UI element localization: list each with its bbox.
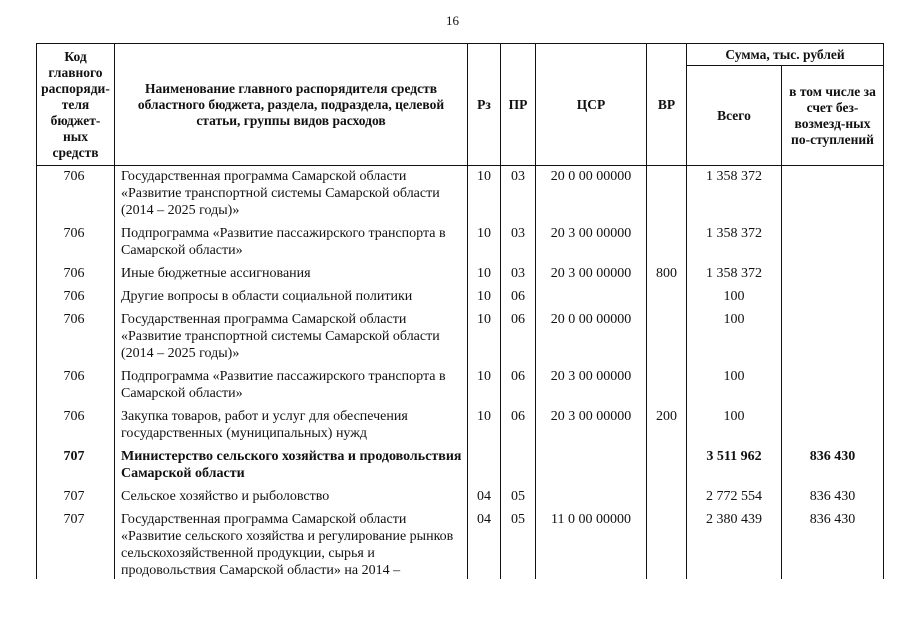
cell-gratis [782,166,884,220]
cell-code: 706 [37,362,115,402]
cell-rz: 10 [468,362,501,402]
cell-name: Министерство сельского хозяйства и продовольствия Самарской области [115,442,468,482]
cell-pr: 05 [501,482,536,505]
cell-total: 3 511 962 [687,442,782,482]
cell-code: 707 [37,482,115,505]
header-vr: ВР [647,44,687,166]
cell-total: 1 358 372 [687,166,782,220]
cell-total: 2 772 554 [687,482,782,505]
cell-rz: 10 [468,305,501,362]
cell-name: Закупка товаров, работ и услуг для обеспечения государственных (муниципальных) нужд [115,402,468,442]
cell-total: 100 [687,305,782,362]
cell-total: 100 [687,362,782,402]
cell-vr [647,305,687,362]
cell-total: 100 [687,282,782,305]
cell-rz: 10 [468,219,501,259]
cell-gratis [782,282,884,305]
cell-gratis [782,259,884,282]
cell-csr: 20 0 00 00000 [536,166,647,220]
cell-code: 707 [37,442,115,482]
cell-code: 706 [37,259,115,282]
cell-rz [468,442,501,482]
cell-rz: 10 [468,402,501,442]
cell-pr: 03 [501,219,536,259]
cell-vr [647,166,687,220]
cell-name: Сельское хозяйство и рыболовство [115,482,468,505]
cell-pr: 06 [501,402,536,442]
header-code: Код главного распоряди-теля бюджет-ных средств [37,44,115,166]
cell-pr: 05 [501,505,536,579]
cell-total: 2 380 439 [687,505,782,579]
cell-csr: 20 3 00 00000 [536,402,647,442]
cell-gratis [782,305,884,362]
table-row [37,442,884,482]
table-row [37,505,884,579]
cell-total: 100 [687,402,782,442]
cell-gratis [782,219,884,259]
table-row [37,282,884,305]
cell-pr: 06 [501,362,536,402]
cell-pr: 03 [501,259,536,282]
cell-rz: 04 [468,482,501,505]
cell-rz: 10 [468,166,501,220]
header-name: Наименование главного распорядителя средств областного бюджета, раздела, подраздела, целевой статьи, группы видов расходов [115,44,468,166]
cell-gratis: 836 430 [782,505,884,579]
cell-total: 1 358 372 [687,259,782,282]
header-total: Всего [687,66,782,166]
table-row [37,259,884,282]
table-row [37,166,884,220]
table-row [37,362,884,402]
cell-name: Подпрограмма «Развитие пассажирского транспорта в Самарской области» [115,219,468,259]
cell-vr [647,362,687,402]
cell-vr: 800 [647,259,687,282]
cell-pr: 06 [501,282,536,305]
cell-csr: 20 3 00 00000 [536,259,647,282]
cell-name: Государственная программа Самарской области «Развитие сельского хозяйства и регулирование рынков сельскохозяйственной продукции, сырья и продовольствия Самарской области» на 2014 – [115,505,468,579]
cell-name: Государственная программа Самарской области «Развитие транспортной системы Самарской области (2014 – 2025 годы)» [115,166,468,220]
cell-csr: 20 3 00 00000 [536,219,647,259]
cell-code: 706 [37,166,115,220]
cell-csr [536,442,647,482]
header-rz: Рз [468,44,501,166]
cell-rz: 04 [468,505,501,579]
cell-code: 706 [37,282,115,305]
cell-gratis: 836 430 [782,442,884,482]
cell-rz: 10 [468,282,501,305]
table-row [37,219,884,259]
cell-total: 1 358 372 [687,219,782,259]
cell-csr: 20 0 00 00000 [536,305,647,362]
table-body [37,166,884,580]
cell-csr [536,282,647,305]
cell-code: 706 [37,402,115,442]
cell-vr [647,282,687,305]
table-row [37,305,884,362]
cell-vr [647,442,687,482]
table-row [37,402,884,442]
page-number: 16 [446,13,459,28]
cell-csr: 20 3 00 00000 [536,362,647,402]
cell-gratis: 836 430 [782,482,884,505]
cell-name: Государственная программа Самарской области «Развитие транспортной системы Самарской области (2014 – 2025 годы)» [115,305,468,362]
cell-name: Другие вопросы в области социальной политики [115,282,468,305]
cell-name: Иные бюджетные ассигнования [115,259,468,282]
cell-pr: 03 [501,166,536,220]
cell-name: Подпрограмма «Развитие пассажирского транспорта в Самарской области» [115,362,468,402]
cell-vr [647,219,687,259]
table-row [37,482,884,505]
cell-vr [647,482,687,505]
cell-csr [536,482,647,505]
cell-code: 706 [37,305,115,362]
cell-csr: 11 0 00 00000 [536,505,647,579]
header-pr: ПР [501,44,536,166]
header-gratis: в том числе за счет без-возмезд-ных по-ступлений [782,66,884,166]
cell-code: 706 [37,219,115,259]
header-csr: ЦСР [536,44,647,166]
cell-gratis [782,362,884,402]
cell-pr: 06 [501,305,536,362]
cell-gratis [782,402,884,442]
cell-pr [501,442,536,482]
cell-vr [647,505,687,579]
cell-rz: 10 [468,259,501,282]
cell-code: 707 [37,505,115,579]
budget-table [36,43,884,579]
header-sum: Сумма, тыс. рублей [687,44,884,66]
cell-vr: 200 [647,402,687,442]
table-header [37,44,884,166]
